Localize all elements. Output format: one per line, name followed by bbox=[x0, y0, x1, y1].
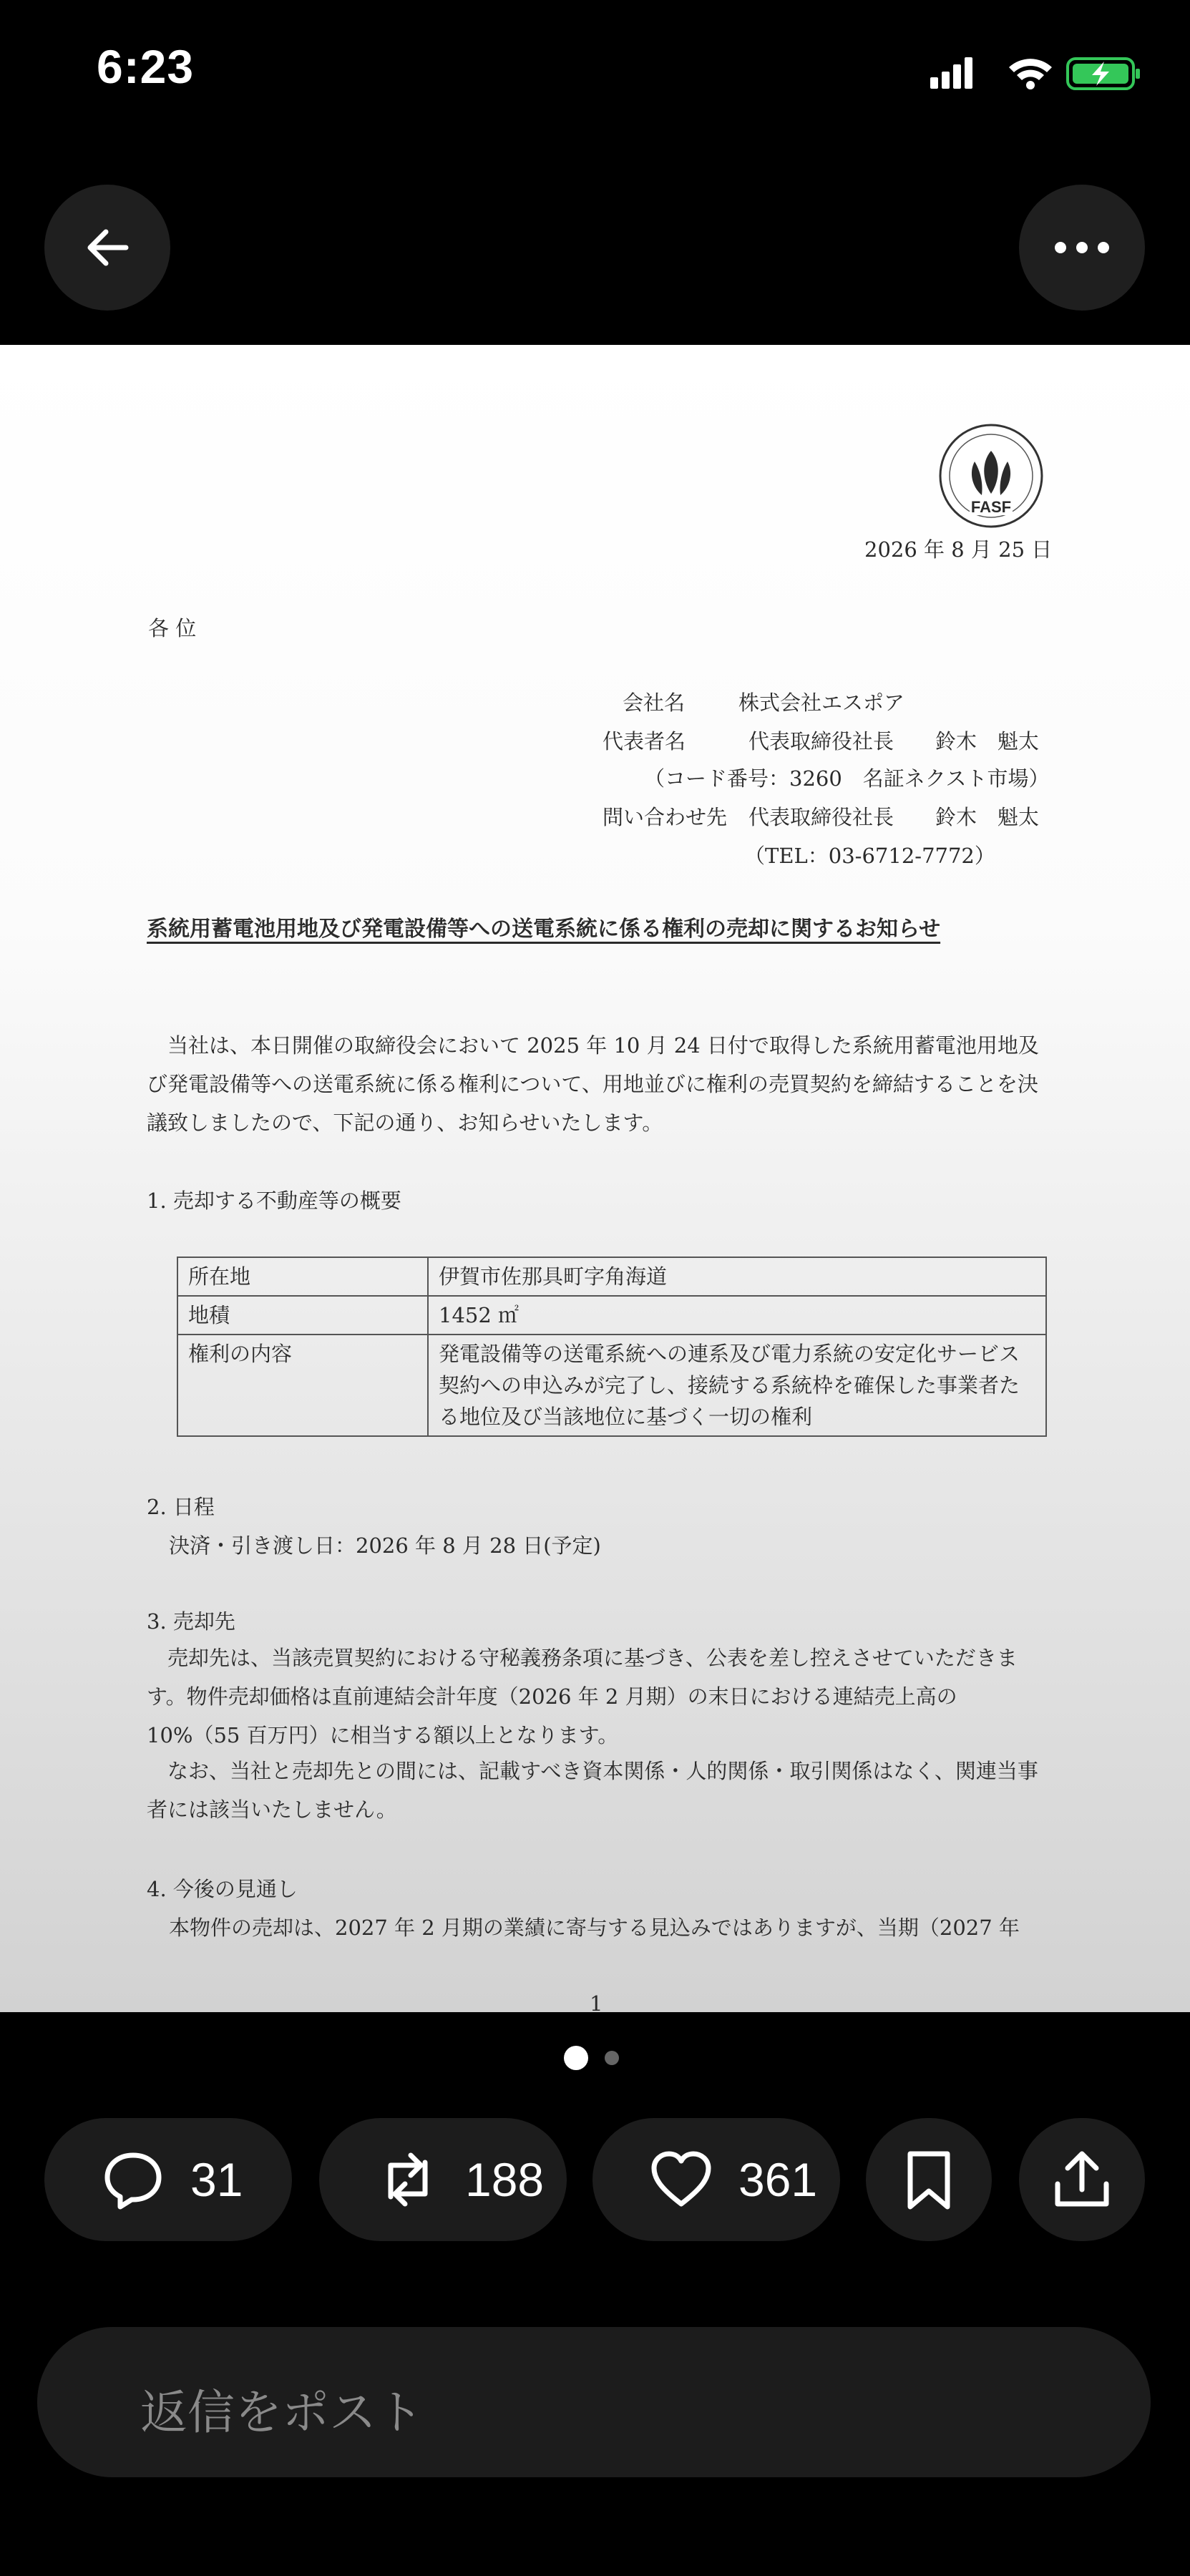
back-button[interactable] bbox=[44, 185, 170, 311]
stock-code: （コード番号：3260 名証ネクスト市場） bbox=[644, 766, 1050, 791]
contact-value: 代表取締役社長 鈴木 魁太 bbox=[748, 805, 1040, 829]
bookmark-button[interactable] bbox=[866, 2118, 992, 2241]
signal-icon bbox=[930, 57, 972, 89]
status-time: 6:23 bbox=[97, 40, 195, 93]
heart-icon bbox=[648, 2147, 714, 2212]
table-row bbox=[177, 1296, 1046, 1335]
table-key: 所在地 bbox=[177, 1257, 428, 1296]
more-options-button[interactable] bbox=[1019, 185, 1145, 311]
repost-button[interactable] bbox=[319, 2118, 567, 2241]
wifi-icon bbox=[1009, 59, 1052, 89]
company-seal-logo bbox=[937, 422, 1045, 530]
reply-icon bbox=[100, 2147, 166, 2212]
table-key: 権利の内容 bbox=[177, 1335, 428, 1436]
table-value: 1452 ㎡ bbox=[428, 1296, 1046, 1335]
table-value: 発電設備等の送電系統への連系及び電力系統の安定化サービス契約への申込みが完了し、接続する系統枠を確保した事業者たる地位及び当該地位に基づく一切の権利 bbox=[428, 1335, 1046, 1436]
reply-placeholder: 返信をポスト bbox=[140, 2385, 424, 2440]
back-arrow-icon bbox=[82, 222, 133, 273]
buyer-paragraph-2: なお、当社と売却先との間には、記載すべき資本関係・人的関係・取引関係はなく、関連当事者には該当いたしません。 bbox=[147, 1759, 1038, 1822]
like-button[interactable] bbox=[592, 2118, 840, 2241]
status-icons bbox=[930, 52, 1145, 94]
document-image[interactable] bbox=[0, 345, 1190, 2012]
representative-label: 代表者名 bbox=[603, 729, 686, 753]
page-number: 1 bbox=[590, 1991, 603, 2012]
section-2-heading: 2. 日程 bbox=[147, 1495, 215, 1519]
share-button[interactable] bbox=[1019, 2118, 1145, 2241]
pager-dot[interactable] bbox=[605, 2051, 619, 2065]
share-icon bbox=[1049, 2147, 1115, 2212]
outlook-text: 本物件の売却は、2027 年 2 月期の業績に寄与する見込みではありますが、当期（2027 年 bbox=[169, 1916, 1020, 1940]
bookmark-icon bbox=[896, 2147, 962, 2212]
company-label: 会社名 bbox=[623, 691, 686, 715]
document-date: 2026 年 8 月 25 日 bbox=[864, 537, 1053, 562]
representative-value: 代表取締役社長 鈴木 魁太 bbox=[748, 729, 1040, 753]
svg-text:FASF: FASF bbox=[970, 498, 1012, 516]
addressee: 各 位 bbox=[148, 616, 197, 640]
buyer-paragraph-1: 売却先は、当該売買契約における守秘義務条項に基づき、公表を差し控えさせていただきます。物件売却価格は直前連結会計年度（2026 年 2 月期）の末日における連結売上高の 10%（55 百万円）に相当する額以上となります。 bbox=[147, 1646, 1018, 1747]
section-3-heading: 3. 売却先 bbox=[147, 1609, 235, 1634]
reply-button[interactable] bbox=[44, 2118, 292, 2241]
section-1-heading: 1. 売却する不動産等の概要 bbox=[147, 1189, 401, 1213]
reply-count: 31 bbox=[190, 2153, 243, 2206]
like-count: 361 bbox=[738, 2153, 818, 2206]
contact-label: 問い合わせ先 bbox=[603, 805, 728, 829]
battery-icon bbox=[1068, 59, 1140, 89]
section-4-heading: 4. 今後の見通し bbox=[147, 1877, 298, 1901]
intro-paragraph: 当社は、本日開催の取締役会において 2025 年 10 月 24 日付で取得した系統用蓄電池用地及び発電設備等への送電系統に係る権利について、用地並びに権利の売買契約を締結することを決議致しましたので、下記の通り、お知らせいたします。 bbox=[147, 1033, 1039, 1135]
table-value: 伊賀市佐那具町字角海道 bbox=[428, 1257, 1046, 1296]
table-key: 地積 bbox=[177, 1296, 428, 1335]
repost-icon bbox=[375, 2147, 441, 2212]
property-table bbox=[177, 1257, 1047, 1437]
table-row bbox=[177, 1257, 1046, 1296]
more-icon bbox=[1053, 240, 1111, 255]
telephone: （TEL：03-6712-7772） bbox=[744, 844, 995, 868]
company-value: 株式会社エスポア bbox=[738, 691, 905, 715]
repost-count: 188 bbox=[465, 2153, 545, 2206]
document-title: 系統用蓄電池用地及び発電設備等への送電系統に係る権利の売却に関するお知らせ bbox=[147, 917, 941, 942]
table-row bbox=[177, 1335, 1046, 1436]
schedule-text: 決済・引き渡し日：2026 年 8 月 28 日(予定) bbox=[169, 1533, 601, 1558]
pager-dot-active[interactable] bbox=[564, 2046, 588, 2070]
